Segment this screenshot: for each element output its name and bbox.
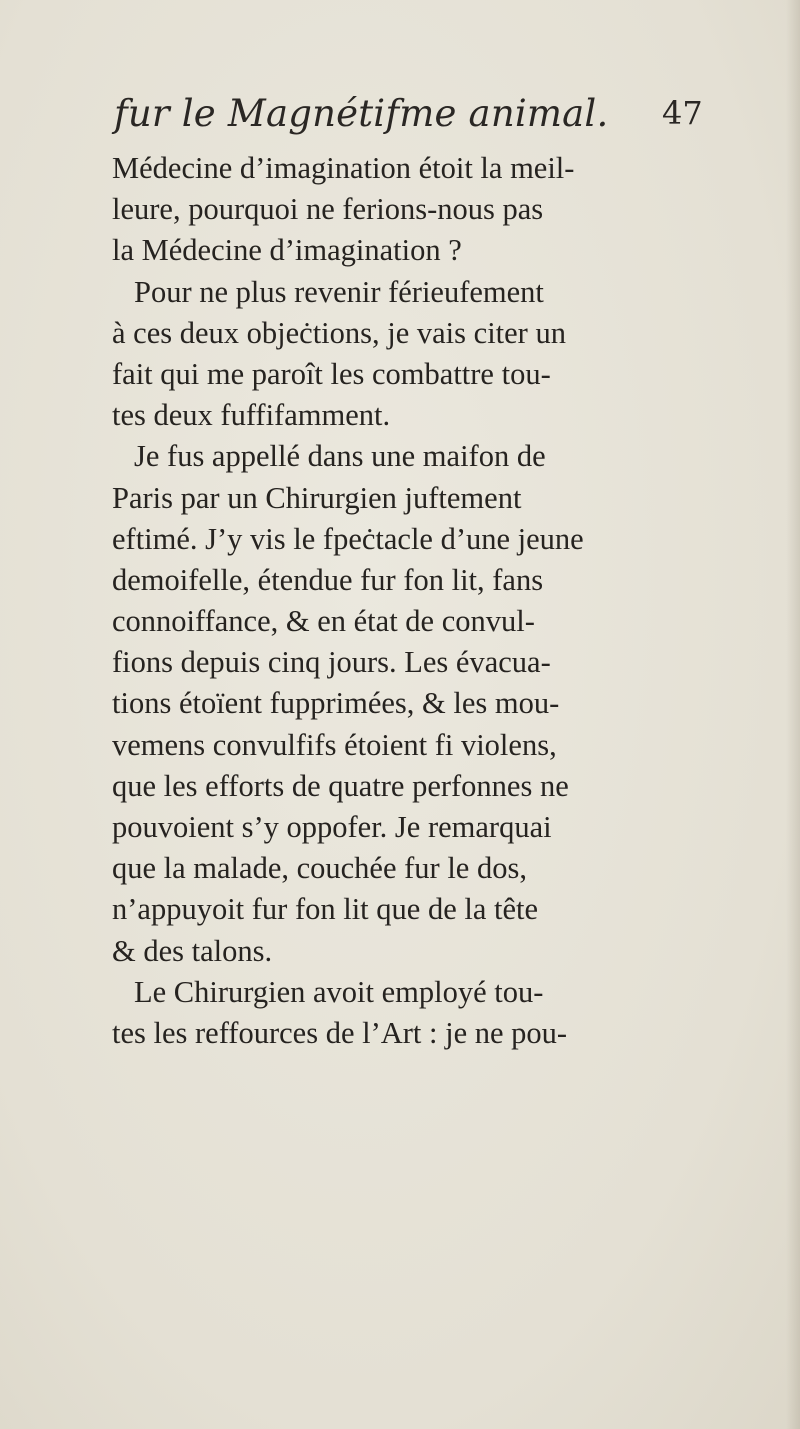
text-line: connoiffance, & en état de convul- — [112, 604, 535, 639]
text-line: la Médecine d’imagination ? — [112, 233, 462, 268]
text-line: tes deux fuffifamment. — [112, 398, 391, 433]
text-line: eftimé. J’y vis le fpeċtacle d’une jeune — [112, 521, 584, 556]
body-text — [112, 148, 732, 1054]
page-header — [114, 92, 714, 142]
text-line: Paris par un Chirurgien juftement — [112, 480, 522, 515]
paragraph-start-line: Le Chirurgien avoit employé tou- — [134, 974, 544, 1009]
text-line: Médecine d’imagination étoit la meil- — [112, 151, 575, 185]
text-line: fait qui me paroît les combattre tou- — [112, 356, 551, 391]
text-line: vemens convulfifs étoient fi violens, — [112, 727, 557, 762]
text-line: fions depuis cinq jours. Les évacua- — [112, 645, 551, 680]
text-line: leure, pourquoi ne ferions-nous pas — [112, 192, 544, 227]
text-line: n’appuyoit fur fon lit que de la tête — [112, 892, 539, 927]
paragraph-start-line: Je fus appellé dans une maifon de — [134, 439, 546, 474]
page-edge-shadow — [786, 0, 800, 1429]
page-number: 47 — [662, 94, 703, 132]
text-line: demoifelle, étendue fur fon lit, fans — [112, 562, 544, 597]
paragraph-start-line: Pour ne plus revenir férieufement — [134, 274, 544, 309]
text-line: & des talons. — [112, 933, 273, 968]
text-line: que la malade, couchée fur le dos, — [112, 851, 527, 886]
text-line: pouvoient s’y oppofer. Je remarquai — [112, 810, 552, 844]
text-line: à ces deux objeċtions, je vais citer un — [112, 315, 566, 350]
running-title: fur le Magnétifme animal. — [114, 92, 609, 135]
text-line: que les efforts de quatre perfonnes ne — [112, 768, 569, 803]
text-line: tions étoïent fupprimées, & les mou- — [112, 686, 560, 721]
text-line: tes les reffources de l’Art : je ne pou- — [112, 1015, 568, 1050]
